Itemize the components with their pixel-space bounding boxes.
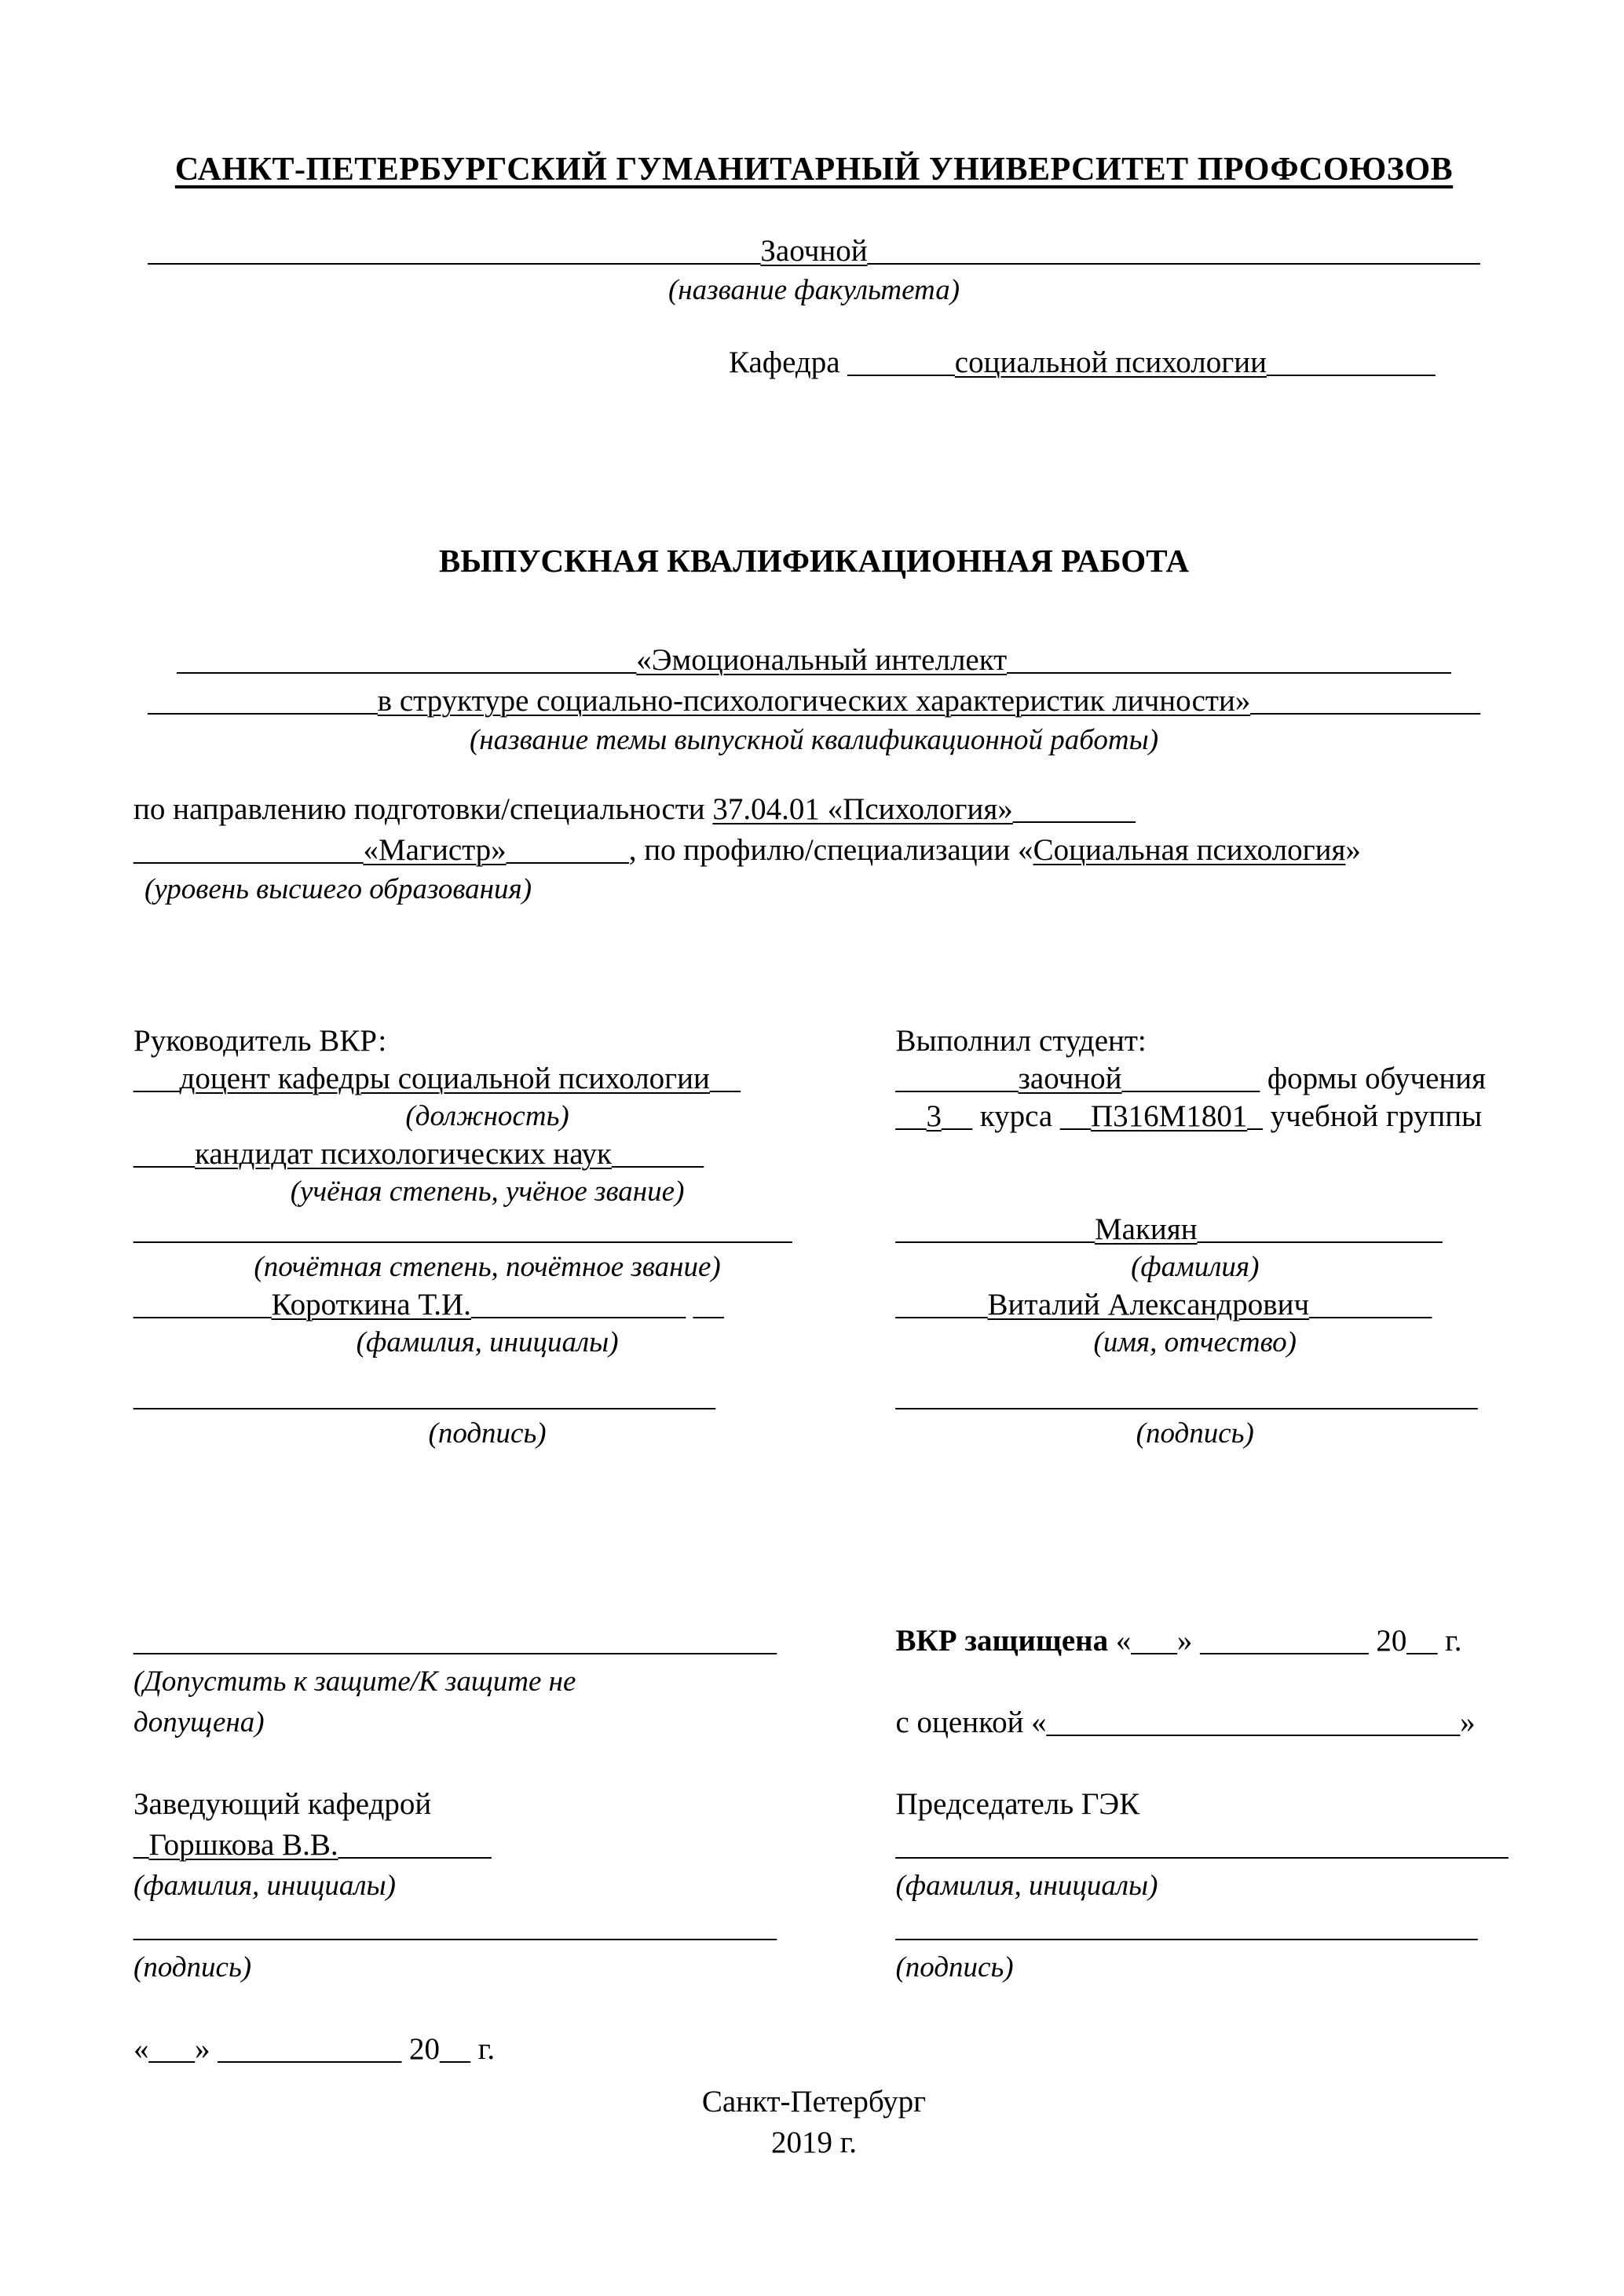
student-surname-caption: (фамилия) <box>1131 1251 1260 1283</box>
spacer <box>134 1743 841 1784</box>
footer-city: Санкт-Петербург <box>701 2085 927 2119</box>
defense-block <box>895 1621 1509 2070</box>
degree-level-value: «Магистр» <box>363 833 507 867</box>
study-form-fill-right: _________ <box>1121 1062 1260 1095</box>
course-fill-left: __ <box>895 1099 927 1133</box>
spacer <box>895 1135 1494 1173</box>
topic-line-1 <box>134 640 1494 681</box>
topic-caption: (название темы выпускной квалификационной работы) <box>469 724 1159 756</box>
profile-suffix: » <box>1345 833 1361 867</box>
study-form-label: формы обучения <box>1260 1062 1487 1095</box>
topic1-fill-right: _____________________________ <box>1007 643 1451 677</box>
student-surname-fill-right: ________________ <box>1197 1212 1443 1246</box>
approval-section <box>134 1621 1509 2070</box>
supervisor-name-fill-right: ______________ __ <box>470 1288 724 1322</box>
admission-block <box>134 1621 841 2070</box>
department-head-signature-caption: (подпись) <box>134 1951 252 1983</box>
honorary-caption: (почётная степень, почётное звание) <box>254 1251 721 1283</box>
university-title: САНКТ-ПЕТЕРБУРГСКИЙ ГУМАНИТАРНЫЙ УНИВЕРСИТЕТ ПРОФСОЮЗОВ <box>174 152 1454 188</box>
department-head-name-line <box>134 1825 841 1866</box>
specialty-value: 37.04.01 «Психология» <box>712 792 1013 826</box>
department-name: социальной психологии <box>954 345 1267 379</box>
topic2-text: в структуре социально-психологических характеристик личности» <box>377 684 1251 718</box>
admission-line: __________________________________________ <box>134 1624 777 1658</box>
faculty-line <box>134 231 1494 272</box>
supervisor-degree-line <box>134 1135 841 1173</box>
profile-value: Социальная психология <box>1033 833 1346 867</box>
study-form-line <box>895 1060 1494 1098</box>
student-surname: Макиян <box>1094 1212 1198 1246</box>
spacer <box>134 1362 841 1377</box>
supervisor-degree: кандидат психологических наук <box>195 1137 612 1171</box>
department-head-name-caption: (фамилия, инициалы) <box>134 1870 396 1902</box>
department-fill-left: _______ <box>847 345 955 379</box>
supervisor-degree-fill-right: ______ <box>612 1137 704 1171</box>
spacer <box>895 1662 1494 1702</box>
department-head-label: Заведующий кафедрой <box>134 1787 432 1821</box>
supervisor-name-fill-left: _________ <box>134 1288 272 1322</box>
department-fill-right: ___________ <box>1266 345 1436 379</box>
student-name-caption: (имя, отчество) <box>1093 1326 1297 1358</box>
department-head-signature-line: __________________________________________ <box>134 1910 777 1943</box>
student-surname-line <box>895 1211 1494 1249</box>
supervisor-degree-fill-left: ____ <box>134 1137 195 1171</box>
honorary-line: ___________________________________________ <box>134 1212 792 1246</box>
study-form-value: заочной <box>1018 1062 1122 1095</box>
faculty-fill-left: ________________________________________ <box>148 234 761 268</box>
supervisor-position-line <box>134 1060 841 1098</box>
study-form-fill-left: ________ <box>895 1062 1019 1095</box>
admission-caption-2: допущена) <box>134 1706 265 1738</box>
defense-status-line <box>895 1621 1494 1662</box>
footer <box>134 2082 1494 2163</box>
topic2-fill-right: _______________ <box>1250 684 1480 718</box>
chairman-name-caption: (фамилия, инициалы) <box>895 1870 1158 1902</box>
chairman-signature-line: ______________________________________ <box>895 1910 1478 1943</box>
supervisor-name-line <box>134 1286 841 1324</box>
supervisor-name: Короткина Т.И. <box>271 1288 471 1322</box>
group-code: П316М1801 <box>1090 1099 1248 1133</box>
topic2-fill-left: _______________ <box>148 684 378 718</box>
course-label: __ курса __ <box>941 1099 1091 1133</box>
group-label: _ учебной группы <box>1247 1099 1483 1133</box>
defense-grade-line: с оценкой «___________________________» <box>895 1706 1476 1739</box>
department-head-name: Горшкова В.В. <box>148 1828 338 1862</box>
gek-chairman-label: Председатель ГЭК <box>895 1787 1140 1821</box>
admission-caption-1: (Допустить к защите/К защите не <box>134 1665 576 1698</box>
faculty-name: Заочной <box>760 234 868 268</box>
defense-status-label: ВКР защищена <box>895 1624 1109 1658</box>
supervisor-position-caption: (должность) <box>405 1100 569 1132</box>
spacer <box>895 1743 1494 1784</box>
spacer <box>134 1988 841 2029</box>
profile-line <box>134 830 1494 871</box>
course-group-line <box>895 1098 1494 1135</box>
supervisor-position-fill-left: ___ <box>134 1062 180 1095</box>
spacer <box>895 1362 1494 1377</box>
supervisor-heading: Руководитель ВКР: <box>134 1024 387 1058</box>
supervisor-block <box>134 1022 841 1453</box>
student-block <box>895 1022 1494 1453</box>
footer-year: 2019 г. <box>770 2126 858 2159</box>
supervisor-degree-caption: (учёная степень, учёное звание) <box>290 1175 685 1208</box>
specialty-line <box>134 789 1494 830</box>
topic1-text: «Эмоциональный интеллект <box>636 643 1008 677</box>
work-title: ВЫПУСКНАЯ КВАЛИФИКАЦИОННАЯ РАБОТА <box>438 543 1190 579</box>
faculty-fill-right: ________________________________________ <box>867 234 1480 268</box>
department-head-fill-left: _ <box>134 1828 149 1862</box>
signatories-section <box>134 1022 1494 1453</box>
student-name-fill-right: ________ <box>1309 1288 1432 1322</box>
student-surname-fill-left: _____________ <box>895 1212 1095 1246</box>
student-name: Виталий Александрович <box>987 1288 1310 1322</box>
faculty-caption: (название факультета) <box>668 274 960 306</box>
degree-fill-right: ________ <box>506 833 629 867</box>
topic-line-2 <box>134 681 1494 722</box>
supervisor-position-fill-right: __ <box>709 1062 741 1095</box>
student-name-fill-left: ______ <box>895 1288 988 1322</box>
student-heading: Выполнил студент: <box>895 1024 1147 1058</box>
topic1-fill-left: ______________________________ <box>177 643 637 677</box>
department-label: Кафедра <box>729 345 848 379</box>
student-signature-caption: (подпись) <box>1136 1417 1254 1450</box>
student-signature-line: ______________________________________ <box>895 1379 1478 1413</box>
course-number: 3 <box>926 1099 942 1133</box>
student-name-line <box>895 1286 1494 1324</box>
supervisor-position: доцент кафедры социальной психологии <box>179 1062 710 1095</box>
supervisor-signature-caption: (подпись) <box>428 1417 547 1450</box>
education-level-caption: (уровень высшего образования) <box>144 873 532 905</box>
chairman-signature-caption: (подпись) <box>895 1951 1014 1983</box>
supervisor-signature-line: ______________________________________ <box>134 1379 715 1413</box>
spacer <box>895 1173 1494 1211</box>
degree-fill-left: _______________ <box>134 833 364 867</box>
chairman-name-line: ________________________________________ <box>895 1828 1509 1862</box>
specialty-fill: ________ <box>1012 792 1136 826</box>
department-head-fill-right: __________ <box>338 1828 492 1862</box>
department-line <box>134 342 1494 383</box>
specialty-prefix: по направлению подготовки/специальности <box>134 792 713 826</box>
profile-label: , по профилю/специализации « <box>628 833 1033 867</box>
defense-date-fill: «___» ___________ 20__ г. <box>1108 1624 1462 1658</box>
admission-date-line: «___» ____________ 20__ г. <box>134 2032 496 2066</box>
supervisor-name-caption: (фамилия, инициалы) <box>356 1326 619 1358</box>
